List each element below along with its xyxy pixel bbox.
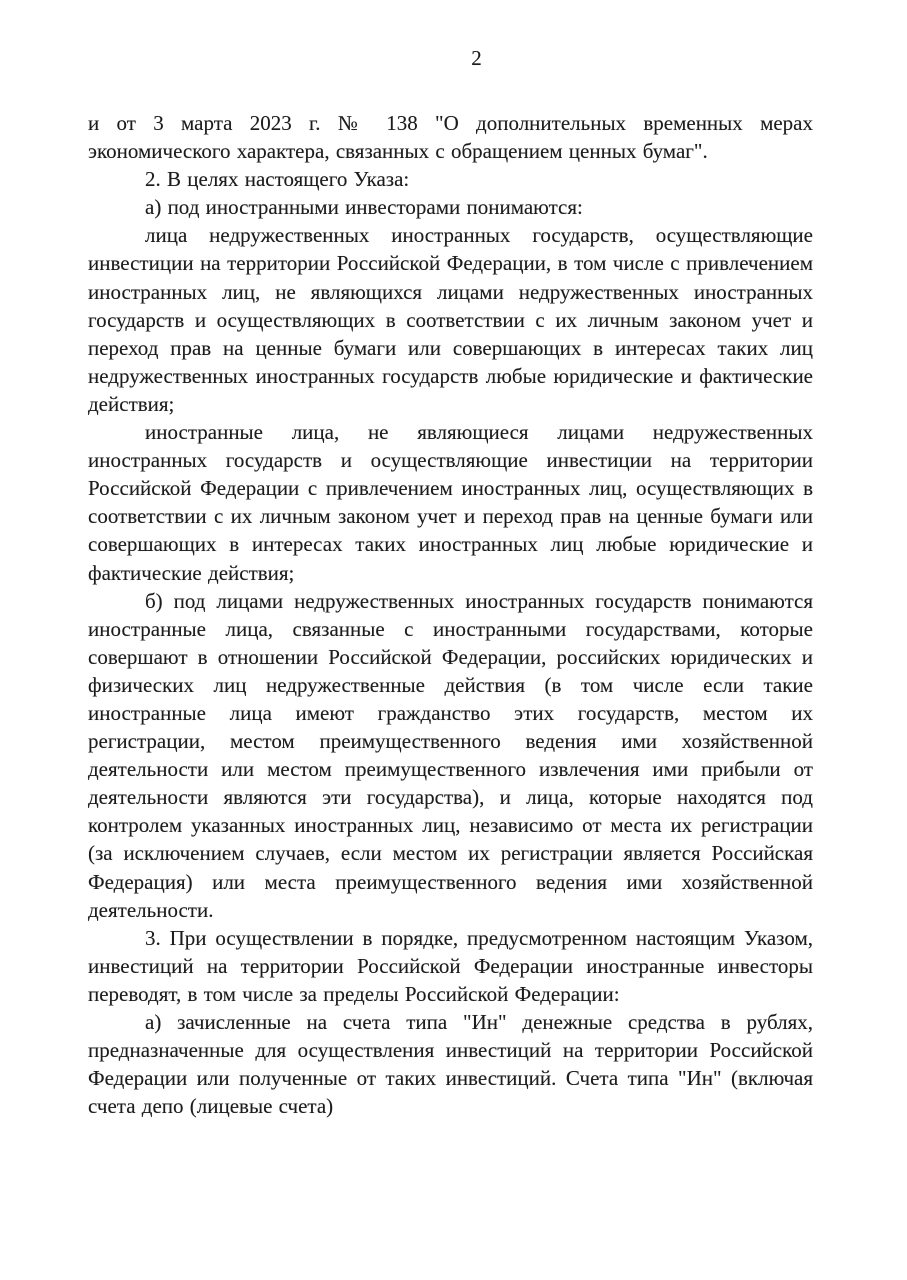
paragraph-clause-2a-intro: а) под иностранными инвесторами понимаются: (145, 195, 583, 220)
paragraph-clause-2a-part-1: лица недружественных иностранных государств, осуществляющие инвестиции на территории Российской Федерации, в том числе с привлечением иностранных лиц, не являющихся лицами недружественных иностранных государств и осуществляющих в соответствии с их личным законом учет и переход прав на ценные бумаги или совершающих в интересах таких лиц недружественных иностранных государств любые юридические и фактические действия; (88, 223, 813, 416)
paragraph-clause-2-intro: 2. В целях настоящего Указа: (145, 167, 410, 192)
paragraph-continuation: и от 3 марта 2023 г. № 138 "О дополнительных временных мерах экономического характера, связанных с обращением ценных бумаг". (88, 111, 813, 164)
paragraph-clause-2a-part-2: иностранные лица, не являющиеся лицами недружественных иностранных государств и осуществляющие инвестиции на территории Российской Федерации с привлечением иностранных лиц, осуществляющих в соответствии с их личным законом учет и переход прав на ценные бумаги или совершающих в интересах таких иностранных лиц любые юридические и фактические действия; (88, 420, 813, 585)
paragraph-clause-3a: а) зачисленные на счета типа "Ин" денежные средства в рублях, предназначенные для осуществления инвестиций на территории Российской Федерации или полученные от таких инвестиций. Счета типа "Ин" (включая счета депо (лицевые счета) (88, 1010, 813, 1119)
paragraph-clause-3-intro: 3. При осуществлении в порядке, предусмотренном настоящим Указом, инвестиций на территории Российской Федерации иностранные инвесторы переводят, в том числе за пределы Российской Федерации: (88, 925, 813, 1006)
paragraph-clause-2b: б) под лицами недружественных иностранных государств понимаются иностранные лица, связанные с иностранными государствами, которые совершают в отношении Российской Федерации, российских юридических и физических лиц недружественные действия (в том числе если такие иностранные лица имеют гражданство этих государств, местом их регистрации, местом преимущественного ведения ими хозяйственной деятельности или местом преимущественного извлечения ими прибыли от деятельности являются эти государства), и лица, которые находятся под контролем указанных иностранных лиц, независимо от места их регистрации (за исключением случаев, если местом их регистрации является Российская Федерация) или места преимущественного ведения ими хозяйственной деятельности. (88, 588, 813, 922)
page-number: 2 (471, 46, 482, 70)
